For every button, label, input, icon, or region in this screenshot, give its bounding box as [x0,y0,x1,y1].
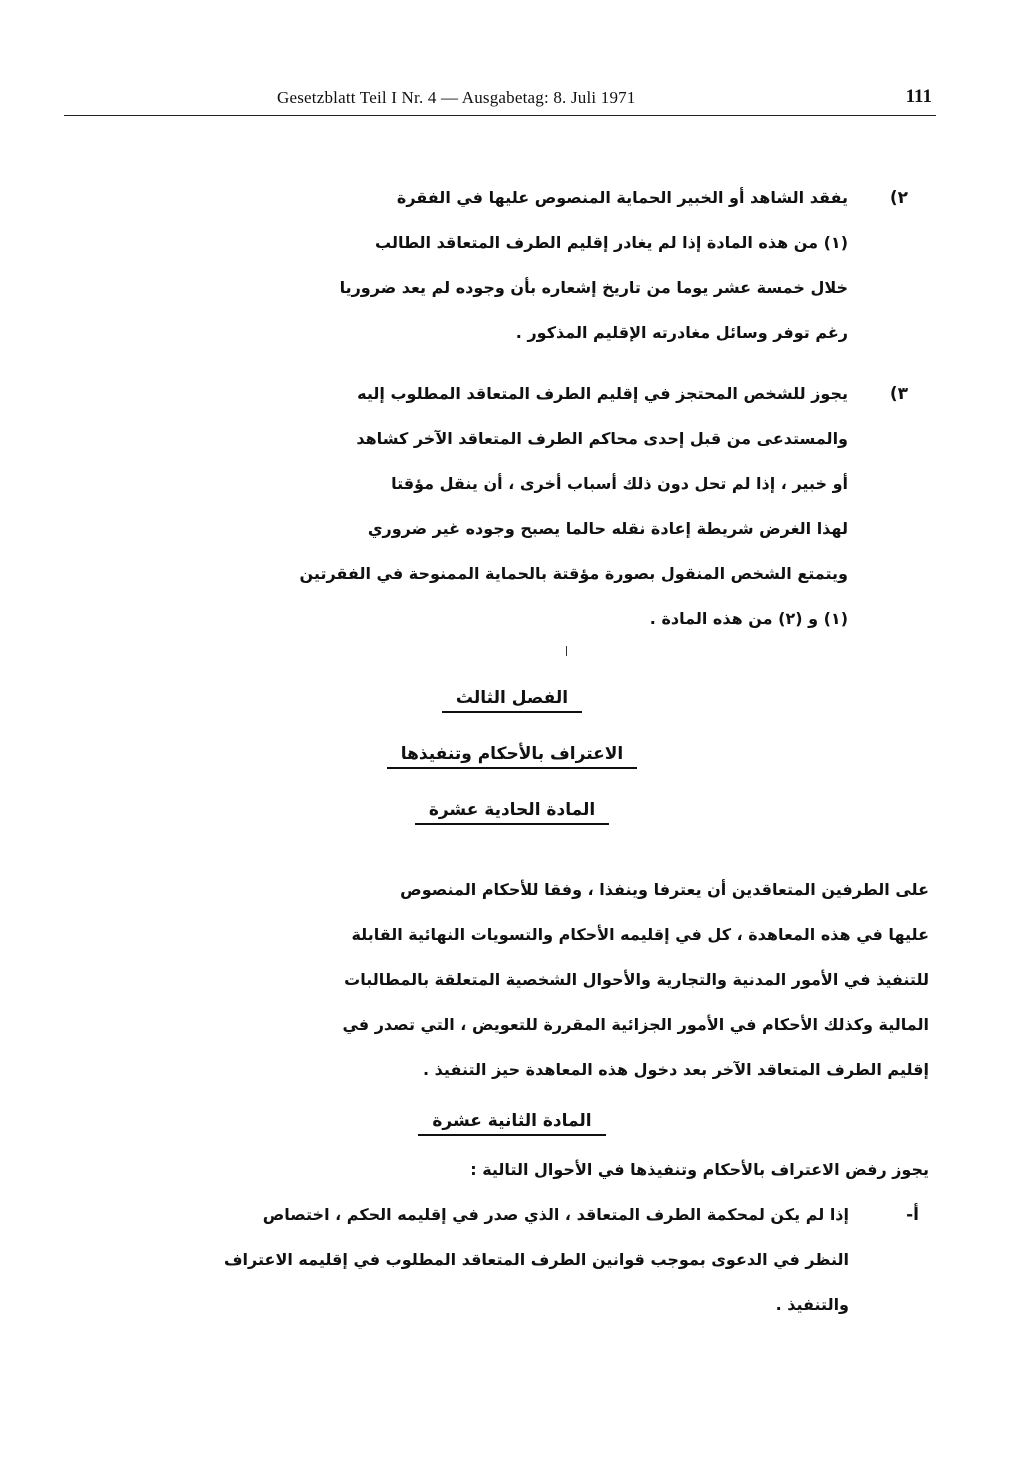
article-12-heading [0,1111,1024,1136]
article-12-intro [129,1160,929,1205]
chapter-heading-text: الفصل الثالث [442,688,582,713]
paragraph-line: لهذا الغرض شريطة إعادة نقله حالما يصبح وجوده غير ضروري [367,519,848,538]
paragraph-line: على الطرفين المتعاقدين أن يعترفا وينفذا ، وفقا للأحكام المنصوص [400,880,929,899]
page-number: 111 [905,86,932,107]
page-header [64,84,936,118]
paragraph-line: إقليم الطرف المتعاقد الآخر بعد دخول هذه المعاهدة حيز التنفيذ . [423,1060,929,1079]
paragraph-number: ٢) [889,188,908,208]
paragraph-2 [128,188,908,368]
paragraph-3 [128,384,908,654]
article-11-heading-text: المادة الحادية عشرة [415,800,609,825]
paragraph-line: إذا لم يكن لمحكمة الطرف المتعاقد ، الذي صدر في إقليمه الحكم ، اختصاص [262,1205,849,1224]
item-a [129,1205,919,1340]
paragraph-line: والمستدعى من قبل إحدى محاكم الطرف المتعاقد الآخر كشاهد [356,429,848,448]
gazette-title: Gesetzblatt Teil I Nr. 4 — Ausgabetag: 8. Juli 1971 [277,88,636,107]
paragraph-line: يفقد الشاهد أو الخبير الحماية المنصوص عليها في الفقرة [396,188,848,207]
paragraph-line: أو خبير ، إذا لم تحل دون ذلك أسباب أخرى ، أن ينقل مؤقتا [391,474,848,493]
paragraph-line: النظر في الدعوى بموجب قوانين الطرف المتعاقد المطلوب في إقليمه الاعتراف [223,1250,849,1269]
paragraph-line: للتنفيذ في الأمور المدنية والتجارية والأحوال الشخصية المتعلقة بالمطالبات [344,970,929,989]
article-11-body [129,880,929,1105]
item-letter: أ- [906,1205,919,1225]
paragraph-line: رغم توفر وسائل مغادرته الإقليم المذكور . [515,323,848,342]
stray-mark [566,646,567,656]
paragraph-line: المالية وكذلك الأحكام في الأمور الجزائية المقررة للتعويض ، التي تصدر في [342,1015,929,1034]
paragraph-line: والتنفيذ . [775,1295,849,1314]
paragraph-number: ٣) [889,384,908,404]
paragraph-line: (١) و (٢) من هذه المادة . [649,609,848,628]
header-rule [64,115,936,116]
section-heading-text: الاعتراف بالأحكام وتنفيذها [387,744,638,769]
paragraph-line: (١) من هذه المادة إذا لم يغادر إقليم الطرف المتعاقد الطالب [375,233,848,252]
article-11-heading [0,800,1024,825]
paragraph-line: يجوز رفض الاعتراف بالأحكام وتنفيذها في الأحوال التالية : [470,1160,929,1179]
paragraph-line: يجوز للشخص المحتجز في إقليم الطرف المتعاقد المطلوب إليه [357,384,848,403]
paragraph-line: عليها في هذه المعاهدة ، كل في إقليمه الأحكام والتسويات النهائية القابلة [351,925,929,944]
paragraph-line: ويتمتع الشخص المنقول بصورة مؤقتة بالحماية الممنوحة في الفقرتين [299,564,848,583]
chapter-heading [0,688,1024,713]
paragraph-line: خلال خمسة عشر يوما من تاريخ إشعاره بأن وجوده لم يعد ضروريا [339,278,848,297]
article-12-heading-text: المادة الثانية عشرة [418,1111,605,1136]
section-heading [0,744,1024,769]
